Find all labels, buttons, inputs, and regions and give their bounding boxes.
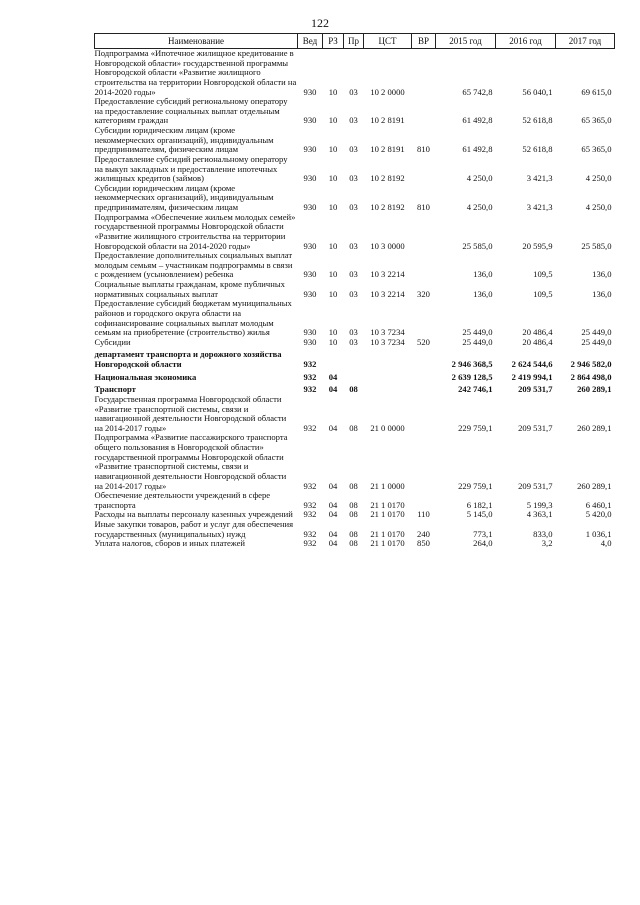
row-name: Подпрограмма «Обеспечение жильем молодых семей» государственной программы Новгородской области «Развитие жилищного строительства на территории Новгородской области на 2014-2020 годы» (94, 211, 296, 251)
row-pr (344, 347, 364, 369)
row-pr: 03 (349, 240, 358, 251)
row-value-2016: 5 199,3 (526, 499, 553, 510)
table-body (95, 49, 615, 549)
row-value-2015: 136,0 (473, 288, 493, 299)
table-row (95, 395, 615, 434)
row-name: Национальная экономика (94, 371, 197, 382)
row-value-2016: 3,2 (541, 538, 553, 549)
row-rz: 10 (328, 269, 338, 280)
row-cst (364, 370, 412, 383)
row-vr (412, 491, 436, 510)
row-value-2016: 20 486,4 (522, 327, 553, 338)
row-pr: 08 (349, 528, 358, 539)
row-vr (412, 97, 436, 126)
row-name: Субсидии юридическим лицам (кроме некоммерческих организаций), индивидуальным предпринимателям, физическим лицам (94, 182, 274, 212)
row-vr (412, 49, 436, 98)
row-name: Иные закупки товаров, работ и услуг для обеспечения государственных (муниципальных) нужд (94, 519, 294, 539)
row-vr: 320 (417, 288, 430, 299)
row-ved: 930 (303, 336, 317, 347)
row-name: Социальные выплаты гражданам, кроме публичных нормативных социальных выплат (94, 279, 285, 299)
row-ved: 930 (303, 115, 317, 126)
row-value-2017: 136,0 (592, 269, 612, 280)
row-ved: 930 (303, 327, 317, 338)
header-2016: 2016 год (496, 34, 556, 49)
row-cst: 10 2 8191 (370, 115, 405, 126)
row-vr: 240 (417, 528, 430, 539)
table-row (95, 184, 615, 213)
row-pr: 03 (349, 336, 358, 347)
table-row (95, 347, 615, 369)
header-ved: Вед (298, 34, 323, 49)
table-row (95, 370, 615, 383)
row-value-2017: 25 449,0 (581, 336, 612, 347)
row-name: Субсидии (94, 336, 131, 347)
table-row (95, 213, 615, 252)
row-rz: 04 (328, 480, 338, 491)
row-value-2017: 260 289,1 (577, 480, 612, 491)
row-cst: 10 3 7234 (370, 327, 405, 338)
row-rz: 04 (328, 528, 338, 539)
row-ved: 930 (303, 173, 317, 184)
row-name: Подпрограмма «Развитие пассажирского транспорта общего пользования в Новгородской области» государственной программы Новгородской области «Развитие транспортной системы, связи и навигационной деятельности Новгородской области на 2014-2017 годы» (94, 432, 288, 491)
row-pr: 08 (349, 480, 358, 491)
row-value-2017: 260 289,1 (577, 384, 612, 395)
row-value-2015: 4 250,0 (466, 202, 493, 212)
row-value-2016: 20 486,4 (522, 336, 553, 347)
row-value-2016: 109,5 (533, 288, 553, 299)
row-vr (412, 213, 436, 252)
row-value-2016: 3 421,3 (526, 173, 553, 184)
row-pr: 08 (349, 422, 358, 433)
table-row (95, 382, 615, 395)
row-vr: 810 (417, 144, 430, 155)
row-rz: 10 (328, 288, 338, 299)
row-value-2017: 6 460,1 (585, 499, 612, 510)
row-cst: 10 3 7234 (370, 336, 405, 347)
row-ved: 930 (303, 202, 317, 212)
table-row (95, 251, 615, 280)
row-vr: 520 (417, 336, 430, 347)
table-header-row (95, 34, 615, 49)
row-value-2015: 6 182,1 (466, 499, 493, 510)
row-cst: 21 1 0170 (370, 509, 405, 520)
table-row (95, 491, 615, 510)
row-value-2017: 65 365,0 (581, 115, 612, 126)
row-cst (364, 347, 412, 369)
row-rz: 10 (328, 240, 338, 251)
table-row (95, 97, 615, 126)
row-pr: 08 (349, 384, 358, 395)
row-ved: 930 (303, 288, 317, 299)
row-cst (364, 382, 412, 395)
row-value-2016: 2 624 544,6 (511, 359, 553, 369)
header-2017: 2017 год (556, 34, 615, 49)
table-row (95, 433, 615, 491)
row-value-2015: 229 759,1 (458, 480, 493, 491)
row-value-2016: 209 531,7 (518, 422, 553, 433)
row-name: Подпрограмма «Ипотечное жилищное кредитование в Новгородской области» государственной программы Новгородской области «Развитие жилищного строительства на территории Новгородской области на 2014-2020 годы» (94, 48, 297, 97)
row-vr (412, 251, 436, 280)
row-value-2017: 25 449,0 (581, 327, 612, 338)
row-rz: 10 (328, 144, 338, 155)
row-value-2017: 4 250,0 (585, 173, 612, 184)
row-value-2015: 25 585,0 (462, 240, 493, 251)
row-value-2015: 2 639 128,5 (451, 371, 493, 382)
row-value-2017: 65 365,0 (581, 144, 612, 155)
row-value-2017: 69 615,0 (581, 86, 612, 97)
row-value-2016: 52 618,8 (522, 144, 553, 155)
row-pr: 03 (349, 288, 358, 299)
row-rz: 04 (328, 509, 338, 520)
row-rz: 04 (328, 538, 338, 549)
row-name: Уплата налогов, сборов и иных платежей (94, 538, 246, 549)
row-pr: 03 (349, 86, 358, 97)
table-row (95, 126, 615, 155)
row-name: Транспорт (94, 384, 136, 395)
row-value-2015: 2 946 368,5 (451, 359, 493, 369)
row-name: Государственная программа Новгородской области «Развитие транспортной системы, связи и навигационной деятельности Новгородской области на 2014-2017 годы» (94, 393, 287, 433)
row-value-2015: 65 742,8 (462, 86, 493, 97)
row-value-2017: 2 946 582,0 (570, 359, 612, 369)
row-value-2016: 4 363,1 (526, 509, 553, 520)
row-rz: 10 (328, 336, 338, 347)
row-name: Предоставление дополнительных социальных выплат молодым семьям – участникам подпрограммы в связи с рождением (усыновлением) ребенка (94, 250, 293, 280)
row-cst: 10 3 2214 (370, 288, 405, 299)
row-value-2016: 209 531,7 (518, 480, 553, 491)
row-pr: 03 (349, 173, 358, 184)
row-value-2015: 773,1 (473, 528, 493, 539)
row-value-2015: 242 746,1 (458, 384, 493, 395)
row-vr (412, 155, 436, 184)
row-name: Субсидии юридическим лицам (кроме некоммерческих организаций), индивидуальным предпринимателям, физическим лицам (94, 125, 274, 155)
row-ved: 932 (303, 538, 317, 549)
row-rz: 10 (328, 173, 338, 184)
row-rz: 10 (328, 115, 338, 126)
row-value-2015: 4 250,0 (466, 173, 493, 184)
row-value-2015: 264,0 (473, 538, 493, 549)
row-pr: 08 (349, 499, 358, 510)
page-number: 122 (311, 16, 329, 30)
row-cst: 10 3 2214 (370, 269, 405, 280)
row-rz: 10 (328, 202, 338, 212)
header-cst: ЦСТ (364, 34, 412, 49)
row-ved: 932 (303, 509, 317, 520)
header-vr: ВР (412, 34, 436, 49)
row-ved: 930 (303, 269, 317, 280)
table-row (95, 155, 615, 184)
row-cst: 10 2 8192 (370, 173, 405, 184)
row-ved: 932 (303, 499, 317, 510)
row-pr (344, 370, 364, 383)
budget-table (94, 33, 615, 549)
row-cst: 10 2 0000 (370, 86, 405, 97)
row-vr (412, 347, 436, 369)
row-value-2015: 229 759,1 (458, 422, 493, 433)
row-pr: 08 (349, 509, 358, 520)
row-ved: 932 (303, 480, 317, 491)
row-vr: 810 (417, 202, 430, 212)
row-ved: 930 (303, 144, 317, 155)
header-rz: РЗ (323, 34, 344, 49)
row-pr: 03 (349, 144, 358, 155)
row-pr: 03 (349, 202, 358, 212)
row-name: Предоставление субсидий региональному оператору на выкуп закладных и предоставление ипотечных жилищных кредитов (займов) (94, 153, 288, 184)
table-row (95, 49, 615, 98)
row-ved: 930 (303, 240, 317, 251)
row-value-2016: 52 618,8 (522, 115, 553, 126)
row-ved: 932 (303, 371, 317, 382)
row-value-2016: 209 531,7 (518, 384, 553, 395)
row-value-2016: 2 419 994,1 (511, 371, 553, 382)
row-value-2017: 260 289,1 (577, 422, 612, 433)
row-value-2017: 4,0 (600, 538, 612, 549)
row-value-2016: 56 040,1 (522, 86, 553, 97)
row-cst: 10 3 0000 (370, 240, 405, 251)
row-rz: 04 (328, 384, 338, 395)
row-vr (412, 382, 436, 395)
row-value-2017: 136,0 (592, 288, 612, 299)
table-row (95, 338, 615, 348)
row-vr: 110 (417, 509, 430, 520)
row-value-2017: 25 585,0 (581, 240, 612, 251)
row-rz: 10 (328, 327, 338, 338)
row-cst: 10 2 8191 (370, 144, 405, 155)
row-cst: 10 2 8192 (370, 202, 405, 212)
row-cst: 21 1 0000 (370, 480, 405, 491)
row-value-2017: 1 036,1 (585, 528, 612, 539)
row-vr (412, 395, 436, 434)
row-pr: 03 (349, 327, 358, 338)
row-value-2017: 4 250,0 (585, 202, 612, 212)
row-rz: 04 (328, 499, 338, 510)
row-name: департамент транспорта и дорожного хозяйства Новгородской области (94, 349, 282, 369)
row-value-2015: 25 449,0 (462, 336, 493, 347)
row-value-2016: 3 421,3 (526, 202, 553, 212)
table-row (95, 539, 615, 549)
row-value-2015: 136,0 (473, 269, 493, 280)
row-value-2015: 25 449,0 (462, 327, 493, 338)
row-value-2016: 109,5 (533, 269, 553, 280)
row-cst: 21 1 0170 (370, 528, 405, 539)
row-name: Обеспечение деятельности учреждений в сфере транспорта (94, 490, 271, 510)
row-ved: 930 (303, 86, 317, 97)
table-row (95, 520, 615, 539)
row-ved: 932 (303, 528, 317, 539)
row-cst: 21 1 0170 (370, 538, 405, 549)
row-value-2015: 61 492,8 (462, 115, 493, 126)
row-rz: 10 (328, 86, 338, 97)
header-pr: Пр (344, 34, 364, 49)
row-vr (412, 299, 436, 338)
header-2015: 2015 год (436, 34, 496, 49)
header-name: Наименование (95, 34, 298, 49)
row-ved: 932 (303, 422, 317, 433)
row-vr (412, 433, 436, 491)
row-value-2015: 61 492,8 (462, 144, 493, 155)
row-vr: 850 (417, 538, 430, 549)
table-row (95, 280, 615, 299)
row-value-2015: 5 145,0 (466, 509, 493, 520)
row-value-2017: 2 864 498,0 (570, 371, 612, 382)
row-ved: 932 (303, 359, 317, 369)
row-cst: 21 0 0000 (370, 422, 405, 433)
row-rz: 04 (328, 422, 338, 433)
row-vr (412, 370, 436, 383)
table-row (95, 299, 615, 338)
row-value-2016: 833,0 (533, 528, 553, 539)
row-ved: 932 (303, 384, 317, 395)
row-rz: 04 (328, 371, 338, 382)
row-pr: 03 (349, 269, 358, 280)
row-value-2017: 5 420,0 (585, 509, 612, 520)
row-name: Предоставление субсидий бюджетам муниципальных районов и городского округа области на софинансирование социальных выплат молодым семьям на приобретение (строительство) жилья (94, 298, 292, 338)
row-value-2016: 20 595,9 (522, 240, 553, 251)
row-cst: 21 1 0170 (370, 499, 405, 510)
row-name: Предоставление субсидий региональному оператору на предоставление социальных выплат отдельным категориям граждан (94, 96, 288, 126)
row-pr: 08 (349, 538, 358, 549)
row-pr: 03 (349, 115, 358, 126)
row-name: Расходы на выплаты персоналу казенных учреждений (94, 509, 293, 520)
row-rz (323, 347, 344, 369)
